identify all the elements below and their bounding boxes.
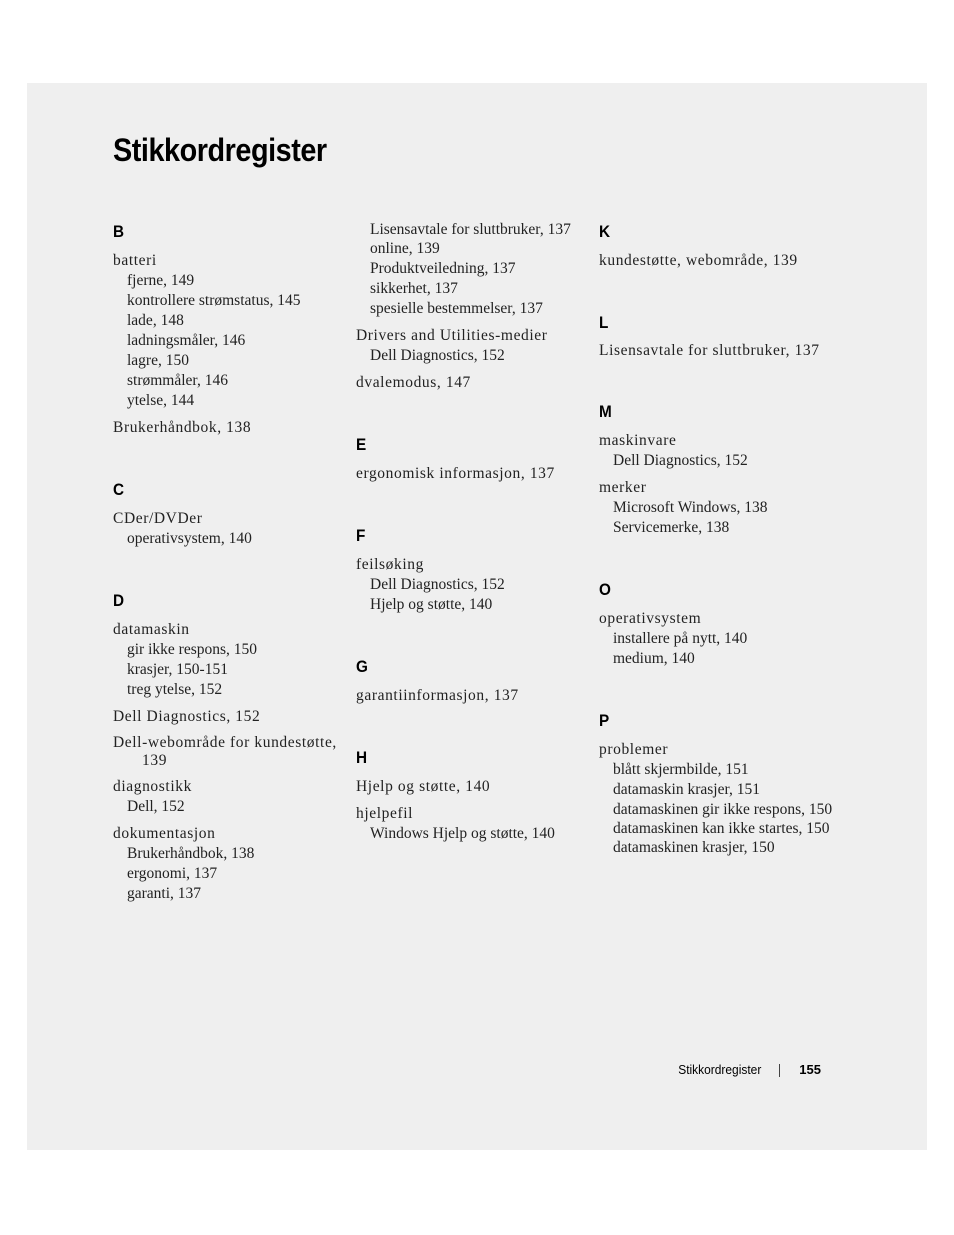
index-entry (599, 251, 835, 271)
index-subterm: gir ikke respons, 150 (127, 641, 258, 658)
section-letter: P (599, 711, 610, 730)
index-subterm: kontrollere strømstatus, 145 (127, 292, 301, 309)
index-entry (113, 418, 349, 438)
index-entry (599, 431, 835, 471)
index-subterm: krasjer, 150-151 (127, 661, 228, 678)
index-subterm: online, 139 (370, 240, 440, 257)
index-subterm: installere på nytt, 140 (613, 630, 748, 647)
section-letter: F (356, 526, 366, 545)
page-number: 155 (799, 1062, 821, 1077)
index-subterm: ladningsmåler, 146 (127, 332, 246, 349)
section-letter: H (356, 748, 368, 767)
index-subterm: Produktveiledning, 137 (370, 260, 516, 277)
index-entry (356, 373, 592, 393)
index-subterm: operativsystem, 140 (127, 530, 252, 547)
index-entry (599, 609, 835, 669)
section-letter: E (356, 435, 367, 454)
page-title: Stikkordregister (113, 132, 327, 168)
index-subterm: Lisensavtale for sluttbruker, 137 (370, 221, 571, 238)
index-term: hjelpefil (356, 805, 414, 822)
page-footer (0, 1062, 821, 1080)
index-subterm: strømmåler, 146 (127, 372, 228, 389)
index-term: Drivers and Utilities-medier (356, 327, 548, 344)
index-entry (113, 251, 349, 411)
index-section (356, 220, 592, 393)
index-entry (113, 777, 349, 817)
index-term: operativsystem (599, 610, 702, 627)
index-entry (356, 220, 592, 319)
index-term: garantiinformasjon, 137 (356, 687, 519, 704)
index-section (113, 591, 349, 904)
index-entry (599, 478, 835, 538)
section-letter: C (113, 480, 125, 499)
index-entry (113, 824, 349, 904)
index-term: merker (599, 479, 647, 496)
index-term: maskinvare (599, 432, 677, 449)
index-subterm: sikkerhet, 137 (370, 280, 458, 297)
section-letter: G (356, 657, 368, 676)
index-entry (356, 326, 592, 366)
index-subterm: Hjelp og støtte, 140 (370, 596, 493, 613)
index-term: dvalemodus, 147 (356, 374, 471, 391)
section-letter: O (599, 580, 611, 599)
index-subterm: datamaskin krasjer, 151 (613, 781, 761, 798)
section-letter: K (599, 222, 611, 241)
index-subterm: Servicemerke, 138 (613, 519, 730, 536)
index-column-2 (356, 220, 592, 886)
index-section (599, 222, 835, 271)
index-subterm: ytelse, 144 (127, 392, 195, 409)
index-subterm: treg ytelse, 152 (127, 681, 223, 698)
section-letter: D (113, 591, 125, 610)
index-section (113, 480, 349, 549)
index-subterm: Windows Hjelp og støtte, 140 (370, 825, 555, 842)
index-subterm: Dell Diagnostics, 152 (370, 576, 505, 593)
index-section (356, 657, 592, 706)
index-section (599, 313, 835, 360)
index-term: datamaskin (113, 621, 190, 638)
index-subterm: blått skjermbilde, 151 (613, 761, 749, 778)
index-section (599, 711, 835, 858)
index-entry (113, 620, 349, 700)
index-subterm: Brukerhåndbok, 138 (127, 845, 255, 862)
index-subterm: ergonomi, 137 (127, 865, 218, 882)
section-letter: M (599, 402, 612, 421)
index-subterm: Dell Diagnostics, 152 (370, 347, 505, 364)
index-entry (113, 707, 349, 727)
index-section (113, 222, 349, 438)
index-column-1 (113, 222, 349, 946)
index-subterm: datamaskinen gir ikke respons, 150 (613, 801, 833, 818)
index-section (599, 580, 835, 669)
index-subterm: Dell Diagnostics, 152 (613, 452, 748, 469)
index-subterm: datamaskinen kan ikke startes, 150 (613, 820, 830, 837)
index-subterm: spesielle bestemmelser, 137 (370, 300, 543, 317)
index-term: dokumentasjon (113, 825, 216, 842)
index-section (599, 402, 835, 538)
index-entry (356, 555, 592, 615)
index-term: Hjelp og støtte, 140 (356, 778, 491, 795)
index-subterm: lagre, 150 (127, 352, 189, 369)
index-entry (356, 686, 592, 706)
footer-divider (779, 1064, 780, 1077)
index-entry (599, 740, 835, 858)
index-subterm: lade, 148 (127, 312, 184, 329)
index-term: feilsøking (356, 556, 424, 573)
index-section (356, 526, 592, 615)
index-entry (113, 509, 349, 549)
index-subterm: Dell, 152 (127, 798, 185, 815)
index-term: Lisensavtale for sluttbruker, 137 (599, 342, 820, 359)
index-term: ergonomisk informasjon, 137 (356, 465, 555, 482)
index-term: problemer (599, 741, 669, 758)
index-subterm: garanti, 137 (127, 885, 202, 902)
index-term: CDer/DVDer (113, 510, 203, 527)
index-section (356, 748, 592, 844)
index-entry (599, 342, 835, 360)
index-entry (356, 464, 592, 484)
index-term: Brukerhåndbok, 138 (113, 419, 252, 436)
section-letter: B (113, 222, 125, 241)
index-subterm: medium, 140 (613, 650, 695, 667)
footer-label: Stikkordregister (677, 1062, 761, 1077)
index-entry (356, 804, 592, 844)
index-entry (113, 734, 349, 770)
index-subterm: datamaskinen krasjer, 150 (613, 839, 775, 856)
index-entry (356, 777, 592, 797)
index-term: batteri (113, 252, 157, 269)
index-term: diagnostikk (113, 778, 192, 795)
section-letter: L (599, 313, 609, 332)
index-subterm: fjerne, 149 (127, 272, 195, 289)
index-term: Dell-webområde for kundestøtte, 139 (113, 734, 337, 769)
index-column-3 (599, 222, 835, 900)
index-subterm: Microsoft Windows, 138 (613, 499, 768, 516)
index-term: Dell Diagnostics, 152 (113, 708, 261, 725)
index-section (356, 435, 592, 484)
index-term: kundestøtte, webområde, 139 (599, 252, 798, 269)
